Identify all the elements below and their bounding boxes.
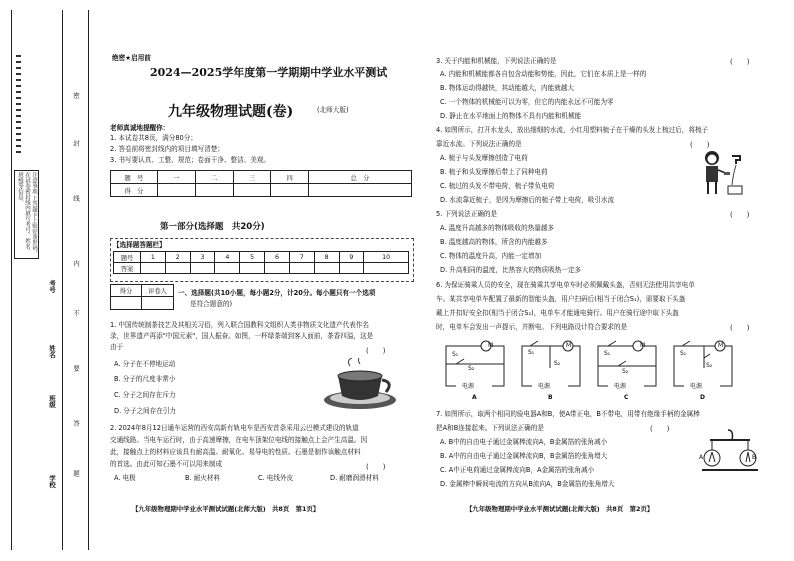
- notes-title: 老师真诚地提醒你：: [110, 124, 170, 132]
- q2-stem: 交通线路。当电车运行时，由于高速摩擦，在电车顶架位电线的接触点上会产生高温。因: [110, 436, 368, 444]
- score-header: 四: [271, 171, 309, 184]
- switch-s2-label: S₂: [554, 360, 561, 367]
- q6-stem: 6. 为保证骑乘人员的安全，现在骑乘共享电单车时必须佩戴头盔，否则无法使用共享电单: [436, 281, 695, 289]
- answer-number: 5: [240, 252, 265, 263]
- seal-word: 线: [72, 195, 80, 202]
- answer-row-label: 答案: [114, 263, 141, 274]
- q4-stem: 靠近水流。下列说法正确的是: [436, 140, 522, 148]
- q2-option: C. 电线外皮: [258, 474, 294, 482]
- exam-title: 2024—2025学年度第一学期期中学业水平测试: [150, 66, 388, 79]
- note-item: 3. 书写要认真、工整、规范；卷面干净、整洁、美观。: [110, 156, 271, 164]
- switch-s2-label: S₂: [706, 362, 713, 369]
- switch-s1-label: S₁: [604, 350, 611, 357]
- grader-reviewer-label: 评卷人: [142, 285, 174, 297]
- section1-title: 一、选择题(共10小题，每小题2分，计20分。每小题只有一个选项: [178, 289, 376, 297]
- q1-option: B. 分子的尺度非常小: [114, 375, 176, 383]
- q1-stem: 由于: [110, 343, 124, 351]
- q7-stem: 7. 如图所示，取两个相同的验电器A和B，使A带正电，B不带电，用带有绝缘手柄的金属棒: [436, 410, 700, 418]
- q5-option: A. 温度升高越多的物体吸收的热量越多: [440, 224, 555, 232]
- q3-answer-paren[interactable]: ( ): [730, 58, 750, 66]
- answer-cell[interactable]: [314, 263, 339, 274]
- electroscope-a-label: A: [699, 454, 704, 461]
- electroscopes-image: [700, 426, 760, 476]
- grader-score-label: 得分: [111, 285, 142, 297]
- q4-option: A. 梳子与头发摩擦创造了电荷: [440, 154, 528, 162]
- q7-option: C. A中正电荷通过金属棒流向B，A金属箔的张角减小: [440, 466, 595, 474]
- answer-cell[interactable]: [339, 263, 364, 274]
- page1-footer: 【九年级物理期中学业水平测试试题(北师大版) 共8页 第1页】: [132, 505, 320, 513]
- q3-option: D. 静止在水平地面上的物体不具有内能和机械能: [440, 112, 582, 120]
- answer-cell[interactable]: [240, 263, 265, 274]
- q1-option: A. 分子在不停地运动: [114, 360, 176, 368]
- seal-word: 不: [72, 310, 80, 317]
- q6-circuits: [442, 338, 742, 402]
- answer-cell[interactable]: [215, 263, 240, 274]
- score-cell[interactable]: [271, 184, 309, 197]
- answer-number: 1: [141, 252, 166, 263]
- q3-option: A. 内能和机械能都各自包含动能和势能，因此，它们在本质上是一样的: [440, 70, 647, 78]
- circuit-label: D: [700, 394, 705, 401]
- answer-box-title: 【选择题答题栏】: [113, 241, 166, 249]
- score-header: 一: [158, 171, 196, 184]
- score-table: [110, 170, 412, 197]
- score-header: 三: [233, 171, 271, 184]
- q7-option: D. 金属棒中瞬间电流的方向从B流向A，B金属箔的张角增大: [440, 480, 615, 488]
- q5-answer-paren[interactable]: ( ): [730, 211, 750, 219]
- paper-subtitle: 九年级物理试题(卷): [168, 104, 294, 120]
- q5-option: C. 物体的温度升高，内能一定增加: [440, 252, 542, 260]
- answer-number: 6: [265, 252, 290, 263]
- answer-cell[interactable]: [265, 263, 290, 274]
- q6-answer-paren[interactable]: ( ): [730, 324, 750, 332]
- part1-title: 第一部分(选择题 共20分): [160, 222, 265, 232]
- score-header: 题 号: [111, 171, 158, 184]
- q7-option: A. B中的自由电子通过金属棒流向A，B金属箔的张角减小: [440, 438, 608, 446]
- q4-stem: 4. 如图所示，打开水龙头，放出细细的水流，小红用塑料梳子在干燥的头发上梳过后，将梳子: [436, 126, 709, 134]
- secret-label: 绝密★启用前: [112, 54, 151, 62]
- answer-number: 2: [165, 252, 190, 263]
- answer-number: 9: [339, 252, 364, 263]
- q2-option: A. 电极: [114, 474, 136, 482]
- seal-word: 题: [72, 470, 80, 477]
- hole-marks: [16, 55, 21, 155]
- class-label: 班级: [48, 395, 56, 408]
- circuit-d-diagram: [670, 338, 738, 392]
- answer-cell[interactable]: [364, 263, 409, 274]
- switch-s2-label: S₂: [468, 365, 475, 372]
- motor-label: M: [488, 342, 494, 349]
- answer-box: [110, 238, 414, 282]
- q7-stem: 把A和B连接起来。下列说法正确的是: [436, 424, 544, 432]
- motor-label: M: [566, 342, 572, 349]
- q2-option: B. 耐火材料: [185, 474, 221, 482]
- answer-cell[interactable]: [165, 263, 190, 274]
- circuit-label: A: [472, 394, 477, 401]
- edition-label: (北师大版): [317, 106, 349, 114]
- school-label: 学校: [48, 475, 56, 488]
- switch-s1-label: S₁: [452, 351, 459, 358]
- answer-number: 8: [314, 252, 339, 263]
- seal-word: 密: [72, 92, 80, 99]
- answer-row-label: 题号: [114, 252, 141, 263]
- q6-stem: 时，电单车会发出一声提示，并断电。下列电路设计符合要求的是: [436, 323, 628, 331]
- motor-label: M: [718, 342, 724, 349]
- q6-stem: 戴上并扣好安全扣(相当于闭合S₂)，电单车才能通电骑行。用户在骑行途中取下头盔: [436, 309, 679, 317]
- binding-line: [11, 10, 12, 550]
- q6-stem: 车。某共享电单车配置了最新的智能头盔，用户扫码后(相当于闭合S₁)，需要取下头盔: [436, 295, 686, 303]
- q2-answer-paren[interactable]: ( ): [366, 463, 386, 471]
- circuit-label: B: [548, 394, 553, 401]
- seal-line-inner: [88, 10, 89, 550]
- score-cell[interactable]: [158, 184, 196, 197]
- motor-label: M: [640, 342, 646, 349]
- q2-stem: 此，接触点上的材料应该具有耐高温、耐氧化、易导电的性质。石墨是制作该触点材料: [110, 448, 361, 456]
- q1-option: D. 分子之间存在引力: [114, 407, 177, 415]
- grader-table: [110, 284, 174, 310]
- answer-number: 4: [215, 252, 240, 263]
- power-label: 电源: [690, 383, 703, 390]
- grader-reviewer-cell[interactable]: [142, 297, 174, 310]
- switch-s2-label: S₂: [622, 368, 629, 375]
- score-cell[interactable]: [195, 184, 233, 197]
- q5-option: D. 升高相同的温度，比热容大的物质吸热一定多: [440, 266, 582, 274]
- answer-number: 3: [190, 252, 215, 263]
- q4-option: C. 梳过的头发不带电荷，梳子带负电荷: [440, 182, 555, 190]
- q3-option: C. 一个物体的机械能可以为零，但它的内能永远不可能为零: [440, 98, 614, 106]
- section1-title-cont: 是符合题意的): [190, 300, 233, 308]
- score-row-label: 得 分: [111, 184, 158, 197]
- score-cell[interactable]: [309, 184, 412, 197]
- q3-stem: 3. 关于内能和机械能，下列说法正确的是: [436, 57, 557, 65]
- switch-s1-label: S₁: [680, 350, 687, 357]
- power-label: 电源: [614, 383, 627, 390]
- power-label: 电源: [462, 383, 475, 390]
- circuit-a-diagram: [442, 338, 510, 392]
- electroscope-b-label: B: [752, 454, 757, 461]
- answer-number: 10: [364, 252, 409, 263]
- tea-cup-image: [320, 358, 400, 413]
- girl-comb-faucet-image: [700, 148, 745, 198]
- score-header: 总 分: [309, 171, 412, 184]
- seal-word: 答: [72, 420, 80, 427]
- q1-stem: 录，世界遗产再添"中国元素"，国人振奋。如图，一杯绿茶端到客人面前，茶香四溢，这是: [110, 332, 374, 340]
- notice-box: 注意事项 上答题卡上贴好条形码，在试卷密封线内填写考号、姓名、班级等信息。: [14, 170, 39, 259]
- score-header: 二: [195, 171, 233, 184]
- circuit-b-diagram: [518, 338, 586, 392]
- score-cell[interactable]: [233, 184, 271, 197]
- q2-stem: 2. 2024年8月12日通车运营的西安高新有轨电车是西安首条采用云巴模式建设的轨道: [110, 424, 359, 432]
- grader-score-cell[interactable]: [111, 297, 142, 310]
- q7-option: B. A中的自由电子通过金属棒流向B，B金属箔的张角增大: [440, 452, 608, 460]
- q2-stem: 的首选。由此可知石墨不可以用来制成: [110, 460, 223, 468]
- answer-cell[interactable]: [289, 263, 314, 274]
- circuit-label: C: [624, 394, 629, 401]
- circuit-c-diagram: [594, 338, 662, 392]
- seal-word: 封: [72, 140, 80, 147]
- answer-cell[interactable]: [141, 263, 166, 274]
- seal-line-outer: [62, 10, 63, 550]
- answer-cell[interactable]: [190, 263, 215, 274]
- seal-word: 内: [72, 260, 80, 267]
- q3-option: B. 物体运动得越快，其动能越大，内能就越大: [440, 84, 574, 92]
- page2-footer: 【九年级物理期中学业水平测试试题(北师大版) 共8页 第2页】: [466, 505, 654, 513]
- q7-answer-paren[interactable]: ( ): [650, 425, 670, 433]
- q1-option: C. 分子之间存在斥力: [114, 391, 176, 399]
- q1-stem: 1. 中国传统制茶技艺及其相关习俗，列入联合国教科文组织人类非物质文化遗产代表作名: [110, 321, 369, 329]
- q5-stem: 5. 下列说法正确的是: [436, 210, 498, 218]
- switch-s1-label: S₁: [528, 349, 535, 356]
- answer-number: 7: [289, 252, 314, 263]
- q4-answer-paren[interactable]: ( ): [690, 141, 710, 149]
- q4-option: B. 梳子和头发摩擦后带上了同种电荷: [440, 168, 548, 176]
- note-item: 2. 答卷前将密封线内的项目填写清楚；: [110, 145, 224, 153]
- note-item: 1. 本试卷共8页，满分80分；: [110, 134, 197, 142]
- name-label: 姓名: [48, 345, 56, 358]
- exam-no-label: 考号: [48, 280, 56, 293]
- q5-option: B. 温度越高的物体，所含的内能越多: [440, 238, 548, 246]
- q4-option: D. 水流靠近梳子，是因为摩擦后的梳子带上电荷，吸引水流: [440, 196, 615, 204]
- q2-option: D. 耐磨润滑材料: [330, 474, 379, 482]
- q1-answer-paren[interactable]: ( ): [366, 347, 386, 355]
- power-label: 电源: [538, 383, 551, 390]
- answer-table: [113, 251, 409, 274]
- seal-word: 要: [72, 365, 80, 372]
